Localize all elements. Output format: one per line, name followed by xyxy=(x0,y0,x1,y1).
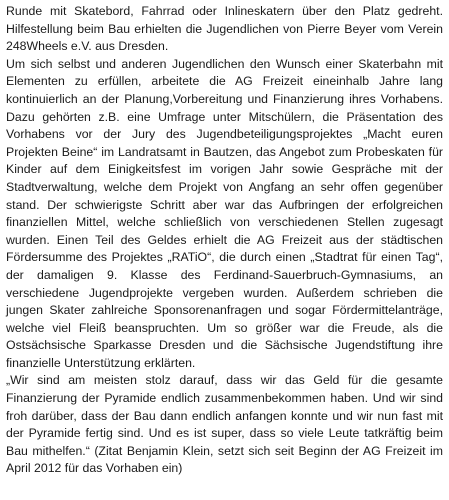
paragraph-skate-intro: Runde mit Skatebord, Fahrrad oder Inlineskatern über den Platz gedreht. Hilfestellung beim Bau erhielten die Jugendlichen von Pierre Beyer vom Verein 248Wheels e.V. aus Dresden. xyxy=(6,4,443,54)
article-text xyxy=(6,3,443,478)
paragraph-quote: „Wir sind am meisten stolz darauf, dass wir das Geld für die gesamte Finanzierung der Pyramide endlich zusammenbekommen haben. Und wir sind froh darüber, dass der Bau dann endlich anfangen konnte und wir nun fast mit der Pyramide fertig sind. Und es ist super, dass so viele Leute tatkräftig beim Bau mithelfen.“ (Zitat Benjamin Klein, setzt sich seit Beginn der AG Freizeit im April 2012 für das Vorhaben ein) xyxy=(6,373,443,476)
paragraph-planning-financing: Um sich selbst und anderen Jugendlichen den Wunsch einer Skaterbahn mit Elementen zu erfüllen, arbeitete die AG Freizeit eineinhalb Jahre lang kontinuierlich an der Planung,Vorbereitung und Finanzierung ihres Vorhabens. Dazu gehörten z.B. eine Umfrage unter Mitschülern, die Präsentation des Vorhabens vor der Jury des Jugendbeteiligungsprojektes „Macht euren Projekten Beine“ im Landratsamt in Bautzen, das Angebot zum Probeskaten für Kinder auf dem Einigkeitsfest im vorigen Jahr sowie Gespräche mit der Stadtverwaltung, welche dem Projekt von Angfang an sehr offen gegenüber stand. Der schwierigste Schritt aber war das Aufbringen der erfolgreichen finanziellen Mittel, welche schließlich von verschiedenen Stellen zugesagt wurden. Einen Teil des Geldes erhielt die AG Freizeit aus der städtischen Fördersumme des Projektes „RATiO“, die durch einen „Stadtrat für einen Tag“, der damaligen 9. Klasse des Ferdinand-Sauerbruch-Gymnasiums, an verschiedene Jugendprojekte vergeben wurden. Außerdem schrieben die jungen Skater zahlreiche Sponsorenanfragen und sogar Fördermittelanträge, welche viel Fleiß beanspruchten. Um so größer war die Freude, als die Ostsächsische Sparkasse Dresden und die Sächsische Jugendstiftung ihre finanzielle Unterstützung erklärten. xyxy=(6,56,443,370)
